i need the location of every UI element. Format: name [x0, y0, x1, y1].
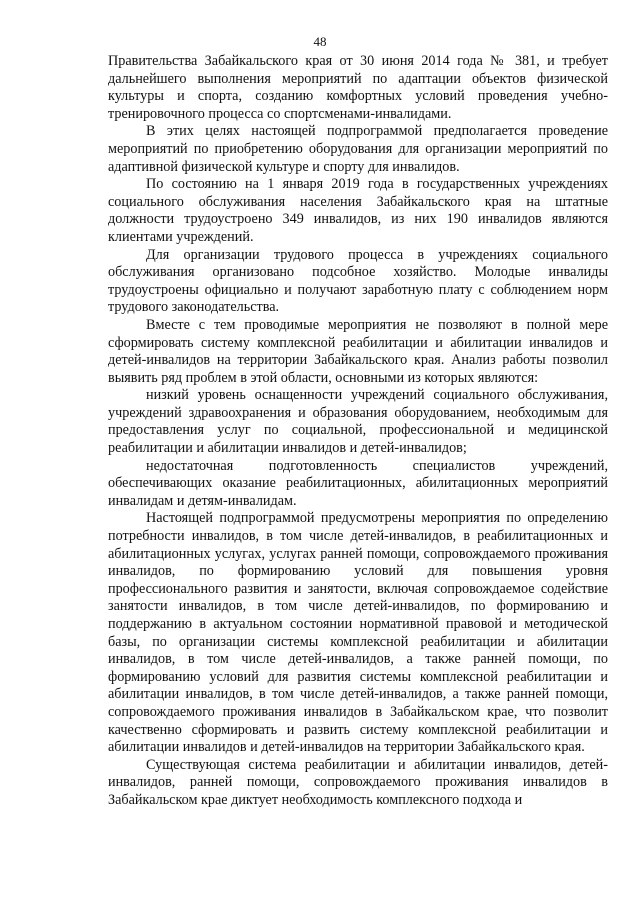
paragraph-1: Правительства Забайкальского края от 30 июня 2014 года № 381, и требует дальнейшего выполнения мероприятий по адаптации объектов физической культуры и спорта, созданию комфортных условий проведения учебно-тренировочного процесса со спортсменами-инвалидами. [108, 53, 608, 122]
paragraph-8: Настоящей подпрограммой предусмотрены мероприятия по определению потребности инвалидов, в том числе детей-инвалидов, в реабилитационных и абилитационных услугах, услугах ранней помощи, сопровождаемого проживания инвалидов, по формированию условий для повышения уровня профессионального развития и занятости, включая сопровождаемое содействие занятости инвалидов, в том числе детей-инвалидов, по формированию и поддержанию в актуальном состоянии нормативной правовой и методической базы, по организации системы комплексной реабилитации и абилитации инвалидов, в том числе детей-инвалидов, а также ранней помощи, по формированию условий для развития системы комплексной реабилитации и абилитации инвалидов, в том числе детей-инвалидов, а также ранней помощи, сопровождаемого проживания инвалидов в Забайкальском крае, что позволит качественно сформировать и развить систему комплексной реабилитации и абилитации инвалидов и детей-инвалидов на территории Забайкальского края. [108, 510, 608, 756]
paragraph-3: По состоянию на 1 января 2019 года в государственных учреждениях социального обслуживания населения Забайкальского края на штатные должности трудоустроено 349 инвалидов, из них 190 инвалидов являются клиентами учреждений. [108, 176, 608, 245]
paragraph-2: В этих целях настоящей подпрограммой предполагается проведение мероприятий по приобретению оборудования для организации мероприятий по адаптивной физической культуре и спорту для инвалидов. [108, 123, 608, 175]
paragraph-7: недостаточная подготовленность специалистов учреждений, обеспечивающих оказание реабилитационных, абилитационных мероприятий инвалидам и детям-инвалидам. [108, 457, 608, 509]
paragraph-9: Существующая система реабилитации и абилитации инвалидов, детей-инвалидов, ранней помощи, сопровождаемого проживания инвалидов в Забайкальском крае диктует необходимость комплексного подхода и [108, 756, 608, 808]
document-body [108, 53, 608, 810]
page-number: 48 [313, 34, 327, 49]
paragraph-5: Вместе с тем проводимые мероприятия не позволяют в полной мере сформировать систему комплексной реабилитации и абилитации инвалидов и детей-инвалидов на территории Забайкальского края. Анализ работы позволил выявить ряд проблем в этой области, основными из которых являются: [108, 316, 608, 386]
paragraph-4: Для организации трудового процесса в учреждениях социального обслуживания организовано подсобное хозяйство. Молодые инвалиды трудоустроены официально и получают заработную плату с соблюдением норм трудового законодательства. [108, 246, 608, 316]
paragraph-6: низкий уровень оснащенности учреждений социального обслуживания, учреждений здравоохранения и образования оборудованием, необходимым для предоставления услуг по социальной, профессиональной и медицинской реабилитации и абилитации инвалидов и детей-инвалидов; [108, 387, 608, 457]
